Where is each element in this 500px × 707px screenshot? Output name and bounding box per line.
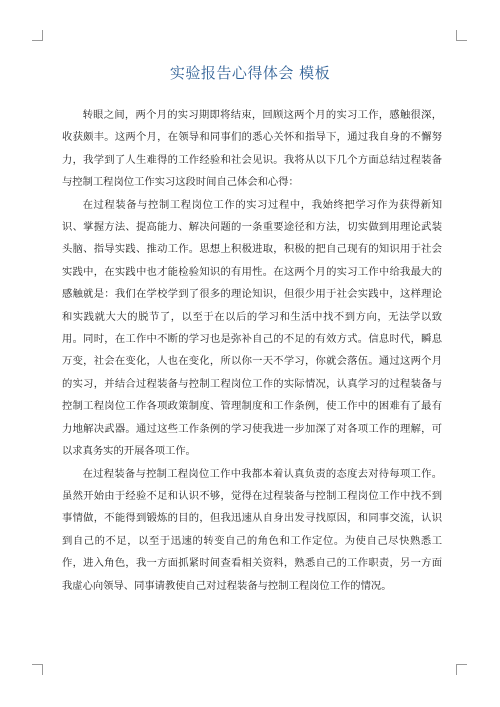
page-corner-mark-bottom-right	[456, 664, 467, 675]
document-title: 实验报告心得体会 模板	[169, 64, 331, 82]
page-corner-mark-bottom-left	[32, 664, 43, 675]
paragraph-2: 在过程装备与控制工程岗位工作的实习过程中，我始终把学习作为获得新知识、掌握方法、提高能力、解决问题的一条重要途径和方法，切实做到用理论武装头脑、指导实践、推动工作。思想上积极进取，积极的把自己现有的知识用于社会实践中，在实践中也才能检验知识的有用性。在这两个月的实习工作中给我最大的感触就是：我们在学校学到了很多的理论知识，但很少用于社会实践中，这样理论和实践就大大的脱节了，以至于在以后的学习和生活中找不到方向，无法学以致用。同时，在工作中不断的学习也是弥补自己的不足的有效方式。信息时代，瞬息万变，社会在变化，人也在变化，所以你一天不学习，你就会落伍。通过这两个月的实习，并结合过程装备与控制工程岗位工作的实际情况，认真学习的过程装备与控制工程岗位工作各项政策制度、管理制度和工作条例，使工作中的困难有了最有力地解决武器。通过这些工作条例的学习使我进一步加深了对各项工作的理解，可以求真务实的开展各项工作。	[62, 198, 442, 458]
page-corner-mark-top-left	[32, 30, 43, 41]
page-corner-mark-top-right	[456, 30, 467, 41]
paragraph-1: 转眼之间，两个月的实习期即将结束，回顾这两个月的实习工作，感触很深，收获颇丰。这两个月，在领导和同事们的悉心关怀和指导下，通过我自身的不懈努力，我学到了人生难得的工作经验和社会见识。我将从以下几个方面总结过程装备与控制工程岗位工作实习这段时间自己体会和心得：	[62, 109, 442, 189]
document-body	[62, 104, 442, 597]
paragraph-3: 在过程装备与控制工程岗位工作中我都本着认真负责的态度去对待每项工作。虽然开始由于经验不足和认识不够，觉得在过程装备与控制工程岗位工作中找不到事情做，不能得到锻炼的目的，但我迅速从自身出发寻找原因，和同事交流，认识到自己的不足，以至于迅速的转变自己的角色和工作定位。为使自己尽快熟悉工作，进入角色，我一方面抓紧时间查看相关资料，熟悉自己的工作职责，另一方面我虚心向领导、同事请教使自己对过程装备与控制工程岗位工作的情况。	[62, 467, 442, 592]
